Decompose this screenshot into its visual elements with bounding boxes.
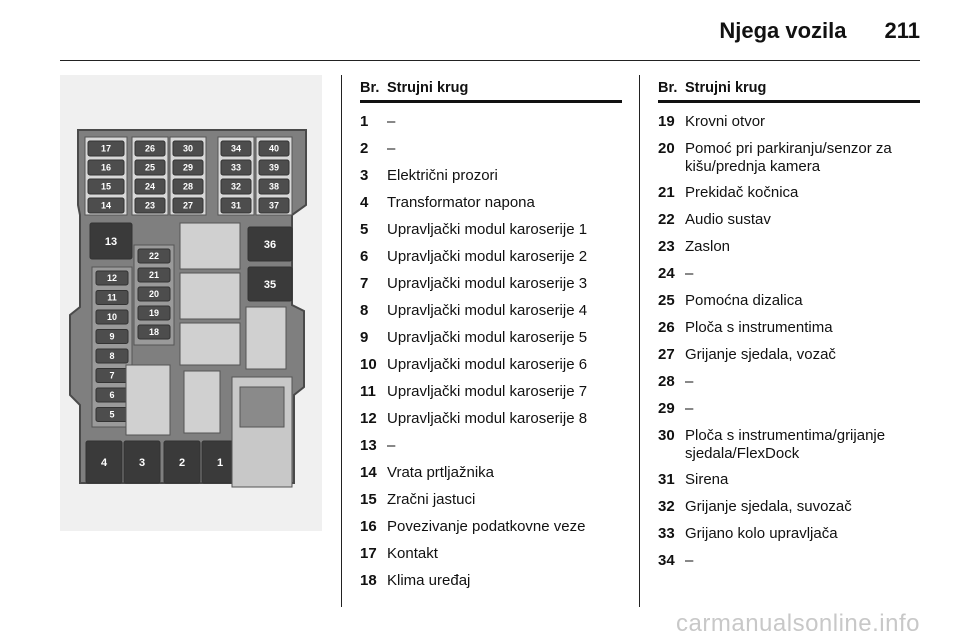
fuse-number: 16 [360,518,377,535]
circuit-name: Upravljački modul karoserije 4 [387,302,588,319]
header-rule [658,100,920,103]
fuse-table-left [360,80,622,595]
fuse-number: 14 [360,464,377,481]
top-fuse-label: 17 [100,143,112,154]
header-circuit: Strujni krug [685,80,767,96]
circuit-name: Zračni jastuci [387,491,476,508]
table-row [360,271,622,298]
table-header [360,80,622,98]
fuse-number: 13 [360,437,377,454]
slot-b [180,273,240,319]
circuit-name: Klima uređaj [387,572,471,589]
top-fuse-label: 37 [268,200,280,211]
top-fuse-label: 23 [144,200,156,211]
circuit-name: Ploča s instrumentima/grijanje sjedala/FlexDock [685,427,886,462]
table-row [360,136,622,163]
relay-label: 36 [263,238,277,251]
connector-inner [240,387,284,427]
slot-f [184,371,220,433]
fuse-number: 29 [658,400,675,417]
circuit-name: Povezivanje podatkovne veze [387,518,586,535]
table-row [658,315,920,342]
top-fuse-label: 31 [230,200,242,211]
mid-fuse-label: 19 [148,308,160,319]
mid-fuse-label: 22 [148,251,160,262]
fuse-number: 2 [360,140,369,157]
top-fuse-label: 38 [268,181,280,192]
table-row [360,298,622,325]
mid-fuse-label: 20 [148,289,160,300]
fuse-number: 11 [360,383,376,400]
relay-label: 13 [104,235,118,248]
top-fuse-label: 40 [268,143,280,154]
circuit-name: Transformator napona [387,194,535,211]
left-fuse-label: 9 [109,331,115,342]
table-row [658,521,920,548]
table-row [658,207,920,234]
table-row [658,396,920,423]
circuit-name: Upravljački modul karoserije 2 [387,248,588,265]
table-row [360,541,622,568]
fuse-number: 4 [360,194,369,211]
fuse-number: 32 [658,498,675,515]
table-row [658,234,920,261]
top-fuse-label: 39 [268,162,280,173]
column-divider-2 [639,75,640,607]
left-fuse-label: 12 [106,273,118,284]
header-circuit: Strujni krug [387,80,469,96]
table-row [658,261,920,288]
relay-label: 35 [263,278,277,291]
circuit-name: Audio sustav [685,211,771,228]
top-fuse-label: 26 [144,143,156,154]
fuse-number: 22 [658,211,675,228]
fuse-number: 10 [360,356,377,373]
table-row [658,467,920,494]
circuit-name: Upravljački modul karoserije 6 [387,356,588,373]
circuit-name: Grijanje sjedala, vozač [685,346,836,363]
circuit-name: – [685,373,694,390]
fuse-table-right [658,80,920,575]
left-fuse-label: 8 [109,351,115,362]
table-row [360,217,622,244]
fuse-box-diagram [60,75,322,531]
fuse-number: 28 [658,373,675,390]
fuse-number: 8 [360,302,369,319]
fuse-number: 9 [360,329,369,346]
table-row [360,433,622,460]
watermark: carmanualsonline.info [676,610,920,637]
table-row [360,379,622,406]
fuse-number: 27 [658,346,675,363]
left-fuse-label: 7 [109,370,115,381]
table-row [360,325,622,352]
slot-a [180,223,240,269]
circuit-name: – [685,400,694,417]
circuit-name: Sirena [685,471,729,488]
top-fuse-label: 15 [100,181,112,192]
circuit-name: Upravljački modul karoserije 3 [387,275,588,292]
fuse-number: 3 [360,167,369,184]
circuit-name: – [685,265,694,282]
fuse-number: 25 [658,292,675,309]
circuit-name: – [685,552,694,569]
fuse-number: 30 [658,427,675,444]
table-row [658,180,920,207]
left-fuse-label: 6 [109,390,115,401]
relay-label: 2 [178,456,186,469]
fuse-number: 15 [360,491,377,508]
page-number: 211 [884,18,920,43]
circuit-name: Upravljački modul karoserije 5 [387,329,588,346]
header-number: Br. [360,80,380,96]
fuse-number: 24 [658,265,675,282]
circuit-name: Upravljački modul karoserije 7 [387,383,588,400]
top-fuse-label: 27 [182,200,194,211]
circuit-name: Grijanje sjedala, suvozač [685,498,852,515]
circuit-name: Upravljački modul karoserije 1 [387,221,588,238]
circuit-name: Upravljački modul karoserije 8 [387,410,588,427]
table-row [658,369,920,396]
top-fuse-label: 14 [100,200,112,211]
circuit-name: Pomoć pri parkiranju/senzor za kišu/prednja kamera [685,140,892,175]
header-rule [360,100,622,103]
table-row [658,423,920,467]
circuit-name: Pomoćna dizalica [685,292,803,309]
circuit-name: Krovni otvor [685,113,766,130]
fuse-number: 1 [360,113,369,130]
left-fuse-label: 5 [109,409,115,420]
table-row [658,288,920,315]
table-header [658,80,920,98]
slot-e [126,365,170,435]
top-fuse-label: 34 [230,143,242,154]
table-row [658,342,920,369]
table-row [360,514,622,541]
mid-fuse-label: 21 [148,270,160,281]
fuse-number: 20 [658,140,675,157]
table-row [658,494,920,521]
top-fuse-label: 33 [230,162,242,173]
relay-label: 1 [216,456,224,469]
top-fuse-label: 24 [144,181,156,192]
circuit-name: Električni prozori [387,167,498,184]
relay-label: 3 [138,456,146,469]
left-fuse-label: 11 [107,292,117,303]
table-row [658,109,920,136]
table-row [360,406,622,433]
table-row [360,190,622,217]
slot-d [246,307,286,369]
fuse-number: 5 [360,221,369,238]
top-fuse-label: 16 [100,162,112,173]
slot-c [180,323,240,365]
circuit-name: – [387,113,396,130]
section-title: Njega vozila [719,18,847,43]
left-fuse-label: 10 [106,312,118,323]
middle-fuse-group [138,249,170,339]
circuit-name: Kontakt [387,545,438,562]
table-row [360,568,622,595]
fuse-number: 6 [360,248,369,265]
fuse-number: 7 [360,275,369,292]
table-row [360,460,622,487]
table-row [360,352,622,379]
fuse-box-svg [60,75,322,531]
circuit-name: Vrata prtljažnika [387,464,494,481]
fuse-number: 21 [658,184,675,201]
top-fuse-label: 29 [182,162,194,173]
table-row [360,109,622,136]
table-row [658,548,920,575]
fuse-number: 23 [658,238,675,255]
fuse-number: 34 [658,552,675,569]
column-divider-1 [341,75,342,607]
circuit-name: – [387,437,396,454]
circuit-name: Zaslon [685,238,731,255]
page-header [719,18,920,44]
table-row [360,163,622,190]
circuit-name: Ploča s instrumentima [685,319,833,336]
top-fuse-label: 28 [182,181,194,192]
table-row [360,244,622,271]
fuse-number: 17 [360,545,377,562]
top-fuse-label: 32 [230,181,242,192]
circuit-name: Prekidač kočnica [685,184,799,201]
fuse-number: 12 [360,410,377,427]
top-fuse-label: 25 [144,162,156,173]
relay-label: 4 [100,456,108,469]
header-number: Br. [658,80,678,96]
header-divider [60,60,920,61]
top-fuse-label: 30 [182,143,194,154]
fuse-number: 31 [658,471,675,488]
fuse-number: 33 [658,525,675,542]
mid-fuse-label: 18 [148,327,160,338]
fuse-number: 26 [658,319,675,336]
fuse-number: 18 [360,572,377,589]
circuit-name: Grijano kolo upravljača [685,525,838,542]
circuit-name: – [387,140,396,157]
table-row [658,136,920,180]
fuse-number: 19 [658,113,675,130]
table-row [360,487,622,514]
